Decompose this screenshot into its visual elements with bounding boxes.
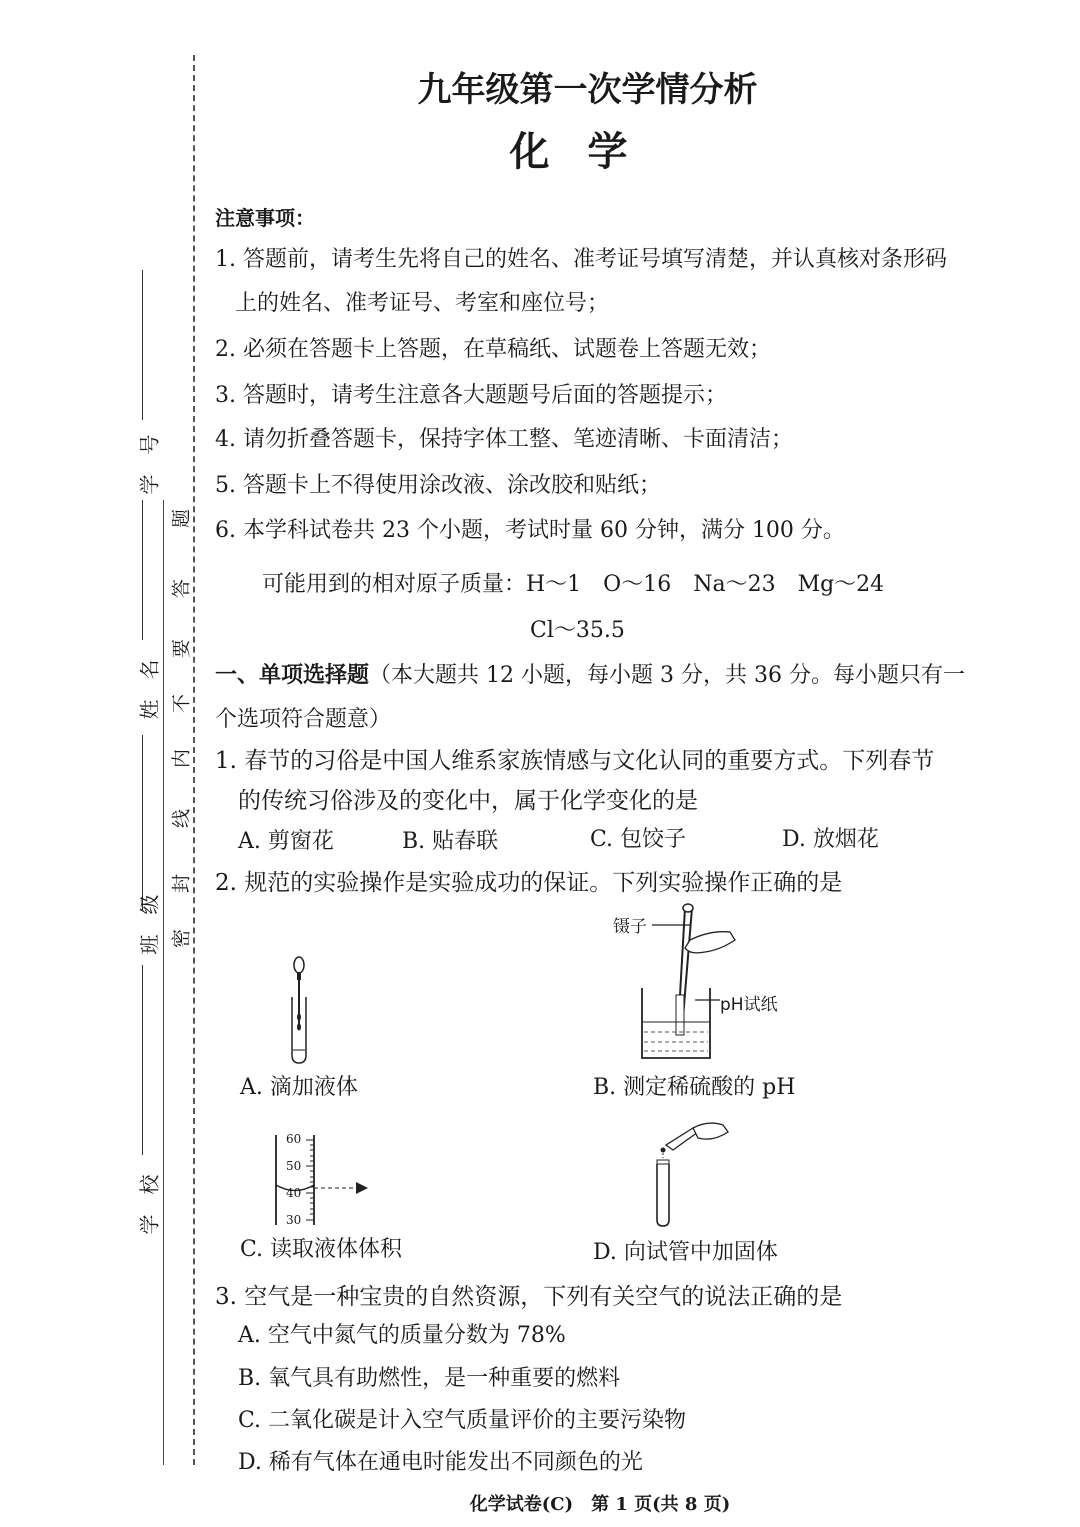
ph-paper-label: pH试纸 bbox=[720, 995, 778, 1015]
class-label: 班级 bbox=[137, 874, 162, 955]
seal-char: 题 bbox=[170, 509, 193, 529]
question-stem: 3. 空气是一种宝贵的自然资源，下列有关空气的说法正确的是 bbox=[215, 1284, 843, 1310]
note-item: 5. 答题卡上不得使用涂改液、涂改胶和贴纸； bbox=[215, 473, 661, 498]
student-no-blank bbox=[142, 270, 143, 420]
note-item: 4. 请勿折叠答题卡，保持字体工整、笔迹清晰、卡面清洁； bbox=[215, 427, 793, 452]
school-label: 学校 bbox=[137, 1154, 162, 1235]
seal-solid-line bbox=[163, 500, 164, 1465]
q2-option-c: C. 读取液体体积 bbox=[240, 1237, 403, 1262]
section-desc-cont: 个选项符合题意） bbox=[215, 707, 392, 732]
section-heading bbox=[215, 658, 965, 689]
q1-option-a: A. 剪窗花 bbox=[238, 829, 334, 854]
dropper-test-tube-illustration bbox=[280, 955, 320, 1065]
seal-char: 内 bbox=[170, 749, 193, 769]
seal-char: 线 bbox=[170, 809, 193, 829]
atomic-mass-line: 可能用到的相对原子质量：H～1 O～16 Na～23 Mg～24 bbox=[262, 572, 885, 597]
note-item: 3. 答题时，请考生注意各大题题号后面的答题提示； bbox=[215, 383, 727, 408]
cylinder-reading-illustration bbox=[268, 1130, 378, 1230]
atomic-mass-line: Cl～35.5 bbox=[530, 618, 625, 643]
q2-option-a: A. 滴加液体 bbox=[240, 1075, 358, 1100]
student-no-label: 学号 bbox=[137, 414, 162, 495]
tweezers-label: 镊子 bbox=[613, 917, 647, 937]
subject-title: 化学 bbox=[509, 128, 666, 175]
note-item: 6. 本学科试卷共 23 个小题，考试时量 60 分钟，满分 100 分。 bbox=[215, 518, 845, 543]
seal-char: 答 bbox=[170, 579, 193, 599]
question-stem: 2. 规范的实验操作是实验成功的保证。下列实验操作正确的是 bbox=[215, 870, 843, 896]
q1-option-d: D. 放烟花 bbox=[782, 827, 879, 852]
school-blank bbox=[142, 965, 143, 1155]
note-item: 1. 答题前，请考生先将自己的姓名、准考证号填写清楚，并认真核对条形码 bbox=[215, 247, 947, 272]
q3-option-a: A. 空气中氮气的质量分数为 78% bbox=[238, 1323, 566, 1348]
name-label: 姓名 bbox=[137, 639, 162, 720]
cylinder-tick-label: 50 bbox=[286, 1159, 302, 1173]
q1-option-b: B. 贴春联 bbox=[402, 829, 499, 854]
solid-into-test-tube-illustration bbox=[648, 1120, 738, 1230]
question-stem: 的传统习俗涉及的变化中，属于化学变化的是 bbox=[238, 788, 698, 814]
section-desc: （本大题共 12 小题，每小题 3 分，共 36 分。每小题只有一 bbox=[369, 663, 965, 688]
note-item: 2. 必须在答题卡上答题，在草稿纸、试题卷上答题无效； bbox=[215, 337, 771, 362]
ph-test-beaker-illustration bbox=[630, 900, 750, 1070]
cylinder-tick-label: 30 bbox=[286, 1213, 302, 1227]
notes-heading: 注意事项： bbox=[215, 206, 315, 230]
seal-char: 密 bbox=[170, 929, 193, 949]
q2-option-b: B. 测定稀硫酸的 pH bbox=[593, 1075, 796, 1100]
section-title: 一、单项选择题 bbox=[215, 662, 370, 688]
q3-option-d: D. 稀有气体在通电时能发出不同颜色的光 bbox=[238, 1450, 643, 1475]
q3-option-b: B. 氧气具有助燃性，是一种重要的燃料 bbox=[238, 1366, 621, 1391]
exam-title: 九年级第一次学情分析 bbox=[417, 70, 758, 110]
note-item: 上的姓名、准考证号、考室和座位号； bbox=[235, 291, 610, 316]
q3-option-c: C. 二氧化碳是计入空气质量评价的主要污染物 bbox=[238, 1408, 687, 1433]
cylinder-tick-label: 40 bbox=[286, 1186, 302, 1200]
q1-option-c: C. 包饺子 bbox=[590, 827, 687, 852]
page-footer: 化学试卷(C) 第 1 页(共 8 页) bbox=[469, 1494, 731, 1515]
seal-char: 封 bbox=[170, 874, 193, 894]
seal-char: 要 bbox=[170, 639, 193, 659]
question-stem: 1. 春节的习俗是中国人维系家族情感与文化认同的重要方式。下列春节 bbox=[215, 748, 935, 774]
seal-char: 不 bbox=[170, 694, 193, 714]
cylinder-tick-label: 60 bbox=[286, 1132, 302, 1146]
name-blank bbox=[142, 500, 143, 640]
q2-option-d: D. 向试管中加固体 bbox=[593, 1240, 778, 1265]
